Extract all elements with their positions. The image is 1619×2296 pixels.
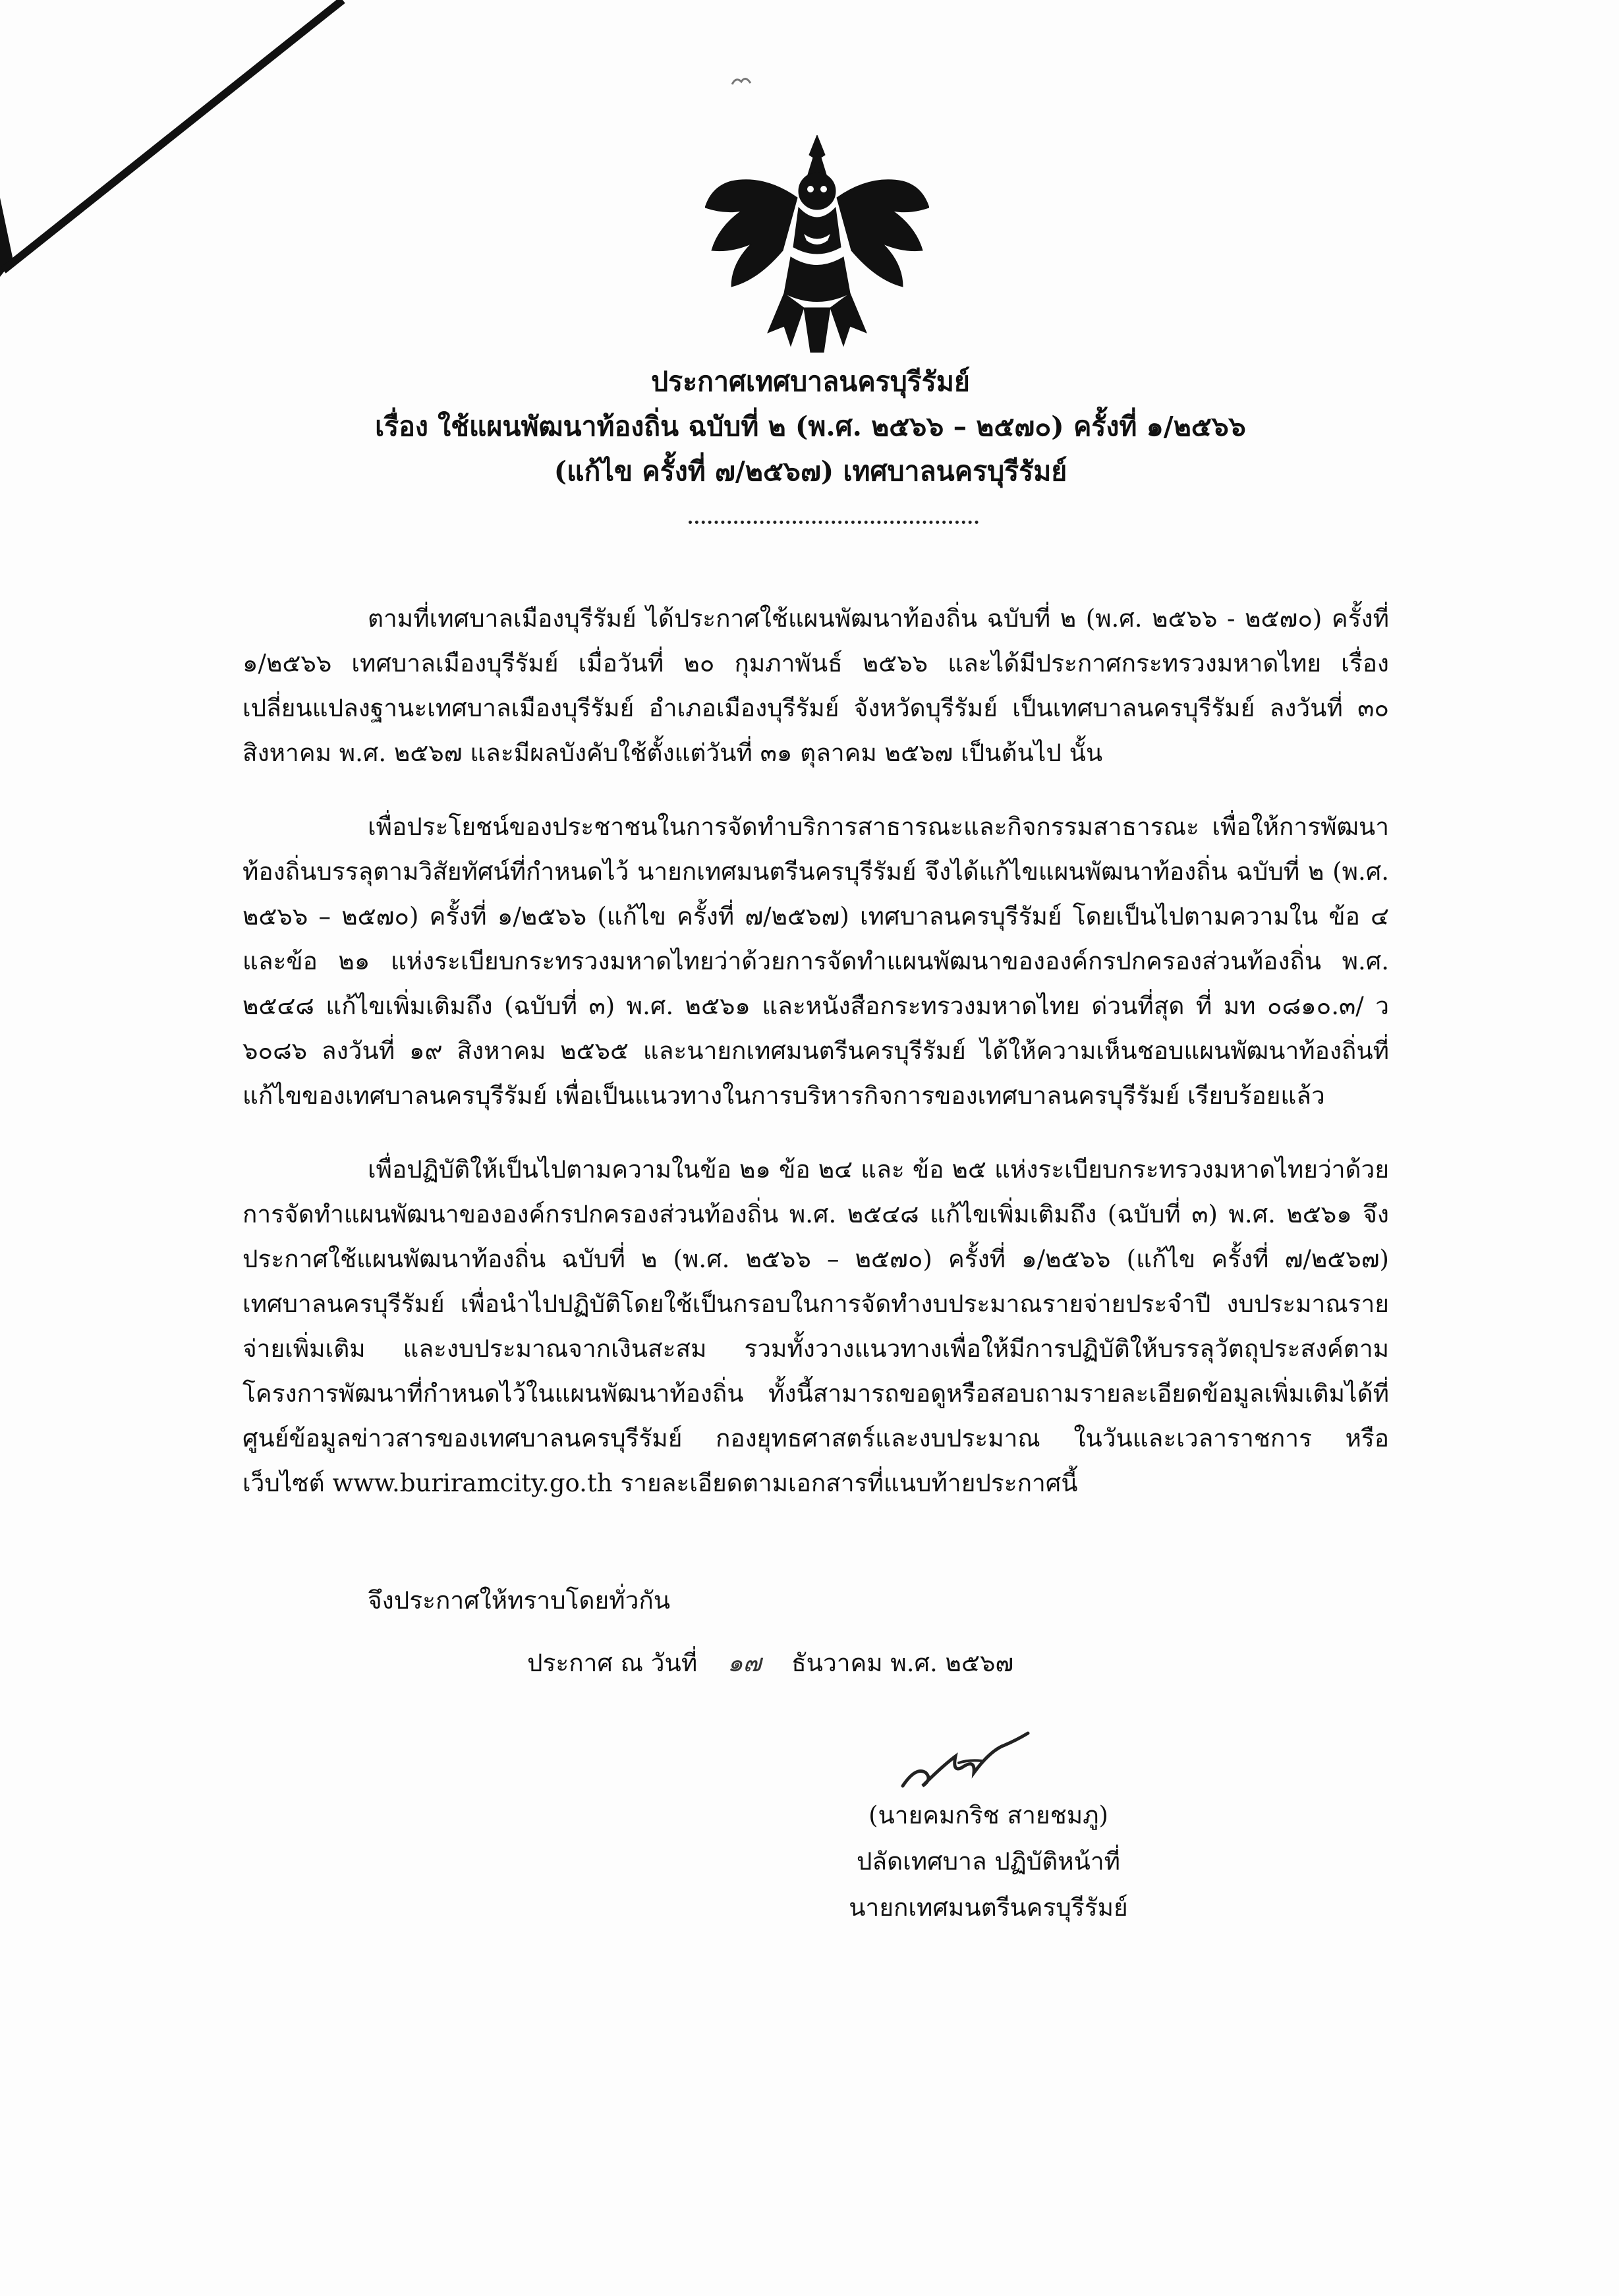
announcement-title: ประกาศเทศบาลนครบุรีรัมย์: [651, 366, 970, 397]
signer-acting-position: นายกเทศมนตรีนครบุรีรัมย์: [849, 1893, 1128, 1922]
dateline-day-handwritten: ๑๗: [727, 1649, 762, 1677]
body-paragraph-1: ตามที่เทศบาลเมืองบุรีรัมย์ ได้ประกาศใช้แผนพัฒนาท้องถิ่น ฉบับที่ ๒ (พ.ศ. ๒๕๖๖ - ๒๕๗๐) ครั้งที่ ๑/๒๕๖๖ เทศบาลเมืองบุรีรัมย์ เมื่อวันที่ ๒๐ กุมภาพันธ์ ๒๕๖๖ และได้มีประกาศกระทรวงมหาดไทย เรื่อง เปลี่ยนแปลงฐานะเทศบาลเมืองบุรีรัมย์ อำเภอเมืองบุรีรัมย์ จังหวัดบุรีรัมย์ เป็นเทศบาลนครบุรีรัมย์ ลงวันที่ ๓๐ สิงหาคม พ.ศ. ๒๕๖๗ และมีผลบังคับใช้ตั้งแต่วันที่ ๓๑ ตุลาคม ๒๕๖๗ เป็นต้นไป นั้น: [242, 604, 1389, 767]
announcement-subject: เรื่อง ใช้แผนพัฒนาท้องถิ่น ฉบับที่ ๒ (พ.ศ. ๒๕๖๖ – ๒๕๗๐) ครั้งที่ ๑/๒๕๖๖: [375, 411, 1246, 442]
announcement-header: [198, 359, 1423, 494]
handwritten-signature: [896, 1727, 1067, 1793]
scan-speck: [728, 72, 754, 92]
announcement-subject-revision: (แก้ไข ครั้งที่ ๗/๒๕๖๗) เทศบาลนครบุรีรัมย์: [554, 455, 1067, 487]
closing-statement: จึงประกาศให้ทราบโดยทั่วกัน: [368, 1586, 671, 1615]
scan-corner-mark: [0, 0, 369, 316]
body-paragraph-3: เพื่อปฏิบัติให้เป็นไปตามความในข้อ ๒๑ ข้อ ๒๔ และ ข้อ ๒๕ แห่งระเบียบกระทรวงมหาดไทยว่าด้วยการจัดทำแผนพัฒนาขององค์กรปกครองส่วนท้องถิ่น พ.ศ. ๒๕๔๘ แก้ไขเพิ่มเติมถึง (ฉบับที่ ๓) พ.ศ. ๒๕๖๑ จึงประกาศใช้แผนพัฒนาท้องถิ่น ฉบับที่ ๒ (พ.ศ. ๒๕๖๖ – ๒๕๗๐) ครั้งที่ ๑/๒๕๖๖ (แก้ไข ครั้งที่ ๗/๒๕๖๗) เทศบาลนครบุรีรัมย์ เพื่อนำไปปฏิบัติโดยใช้เป็นกรอบในการจัดทำงบประมาณรายจ่ายประจำปี งบประมาณรายจ่ายเพิ่มเติม และงบประมาณจากเงินสะสม รวมทั้งวางแนวทางเพื่อให้มีการปฏิบัติให้บรรลุวัตถุประสงค์ตามโครงการพัฒนาที่กำหนดไว้ในแผนพัฒนาท้องถิ่น ทั้งนี้สามารถขอดูหรือสอบถามรายละเอียดข้อมูลเพิ่มเติมได้ที่ ศูนย์ข้อมูลข่าวสารของเทศบาลนครบุรีรัมย์ กองยุทธศาสตร์และงบประมาณ ในวันและเวลาราชการ หรือเว็บไซต์ www.buriramcity.go.th รายละเอียดตามเอกสารที่แนบท้ายประกาศนี้: [242, 1155, 1389, 1497]
dateline-month-year: ธันวาคม พ.ศ. ๒๕๖๗: [791, 1649, 1014, 1677]
header-divider: [689, 521, 979, 524]
garuda-emblem-icon: [705, 135, 929, 353]
announcement-dateline: [527, 1641, 1013, 1686]
announcement-body: [242, 596, 1389, 1535]
body-paragraph-2: เพื่อประโยชน์ของประชาชนในการจัดทำบริการสาธารณะและกิจกรรมสาธารณะ เพื่อให้การพัฒนาท้องถิ่นบรรลุตามวิสัยทัศน์ที่กำหนดไว้ นายกเทศมนตรีนครบุรีรัมย์ จึงได้แก้ไขแผนพัฒนาท้องถิ่น ฉบับที่ ๒ (พ.ศ. ๒๕๖๖ – ๒๕๗๐) ครั้งที่ ๑/๒๕๖๖ (แก้ไข ครั้งที่ ๗/๒๕๖๗) เทศบาลนครบุรีรัมย์ โดยเป็นไปตามความใน ข้อ ๔ และข้อ ๒๑ แห่งระเบียบกระทรวงมหาดไทยว่าด้วยการจัดทำแผนพัฒนาขององค์กรปกครองส่วนท้องถิ่น พ.ศ. ๒๕๔๘ แก้ไขเพิ่มเติมถึง (ฉบับที่ ๓) พ.ศ. ๒๕๖๑ และหนังสือกระทรวงมหาดไทย ด่วนที่สุด ที่ มท ๐๘๑๐.๓/ ว ๖๐๘๖ ลงวันที่ ๑๙ สิงหาคม ๒๕๖๕ และนายกเทศมนตรีนครบุรีรัมย์ ได้ให้ความเห็นชอบแผนพัฒนาท้องถิ่นที่แก้ไขของเทศบาลนครบุรีรัมย์ เพื่อเป็นแนวทางในการบริหารกิจการของเทศบาลนครบุรีรัมย์ เรียบร้อยแล้ว: [242, 813, 1389, 1110]
signer-name: (นายคมกริช สายชมภู): [868, 1801, 1108, 1829]
dateline-prefix: ประกาศ ณ วันที่: [527, 1649, 698, 1677]
signer-position: ปลัดเทศบาล ปฏิบัติหน้าที่: [856, 1847, 1121, 1876]
signer-block: [758, 1793, 1219, 1931]
